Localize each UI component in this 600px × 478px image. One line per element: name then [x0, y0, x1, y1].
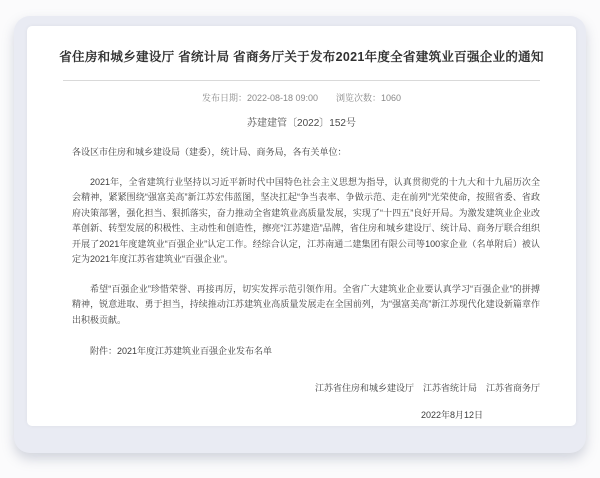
signature-date: 2022年8月12日	[420, 409, 483, 420]
views-label: 浏览次数：	[336, 93, 382, 103]
views-value: 1060	[381, 93, 402, 103]
publish-date-label: 发布日期：	[201, 93, 247, 103]
notice-document	[27, 26, 576, 426]
title-divider	[63, 80, 540, 81]
publish-date-value: 2022-08-18 09:00	[246, 93, 319, 103]
doc-number: 苏建建管〔2022〕152号	[247, 118, 356, 129]
notice-body	[27, 145, 576, 421]
signature-agencies: 江苏省住房和城乡建设厅 江苏省统计局 江苏省商务厅	[314, 382, 540, 393]
meta-row	[27, 92, 576, 104]
signature-block	[72, 382, 540, 421]
notice-title: 省住房和城乡建设厅 省统计局 省商务厅关于发布2021年度全省建筑业百强企业的通知	[59, 50, 544, 64]
attachment-line: 附件：2021年度江苏建筑业百强企业发布名单	[90, 346, 273, 356]
paragraph-1: 2021年，全省建筑行业坚持以习近平新时代中国特色社会主义思想为指导，认真贯彻党的十九大和十九届历次全会精神，紧紧围绕“强富美高”新江苏宏伟蓝图，坚决扛起“争当表率、争做示范、走在前列”光荣使命，按照省委、省政府决策部署，强化担当、狠抓落实，奋力推动全省建筑业高质量发展，实现了“十四五”良好开局。为激发建筑业企业改革创新、转型发展的积极性、主动性和创造性，擦亮“江苏建造”品牌，省住房和城乡建设厅、统计局、商务厅联合组织开展了2021年度建筑业“百强企业”认定工作。经综合认定，江苏南通二建集团有限公司等100家企业（名单附后）被认定为2021年度江苏省建筑业“百强企业”。	[72, 176, 540, 264]
salutation: 各设区市住房和城乡建设局（建委），统计局、商务局，各有关单位：	[72, 147, 347, 157]
paragraph-2: 希望“百强企业”珍惜荣誉、再接再厉，切实发挥示范引领作用。全省广大建筑业企业要认真学习“百强企业”的拼搏精神，锐意进取、勇于担当，持续推动江苏建筑业高质量发展走在全国前列，为“强富美高”新江苏现代化建设新篇章作出积极贡献。	[72, 283, 540, 325]
